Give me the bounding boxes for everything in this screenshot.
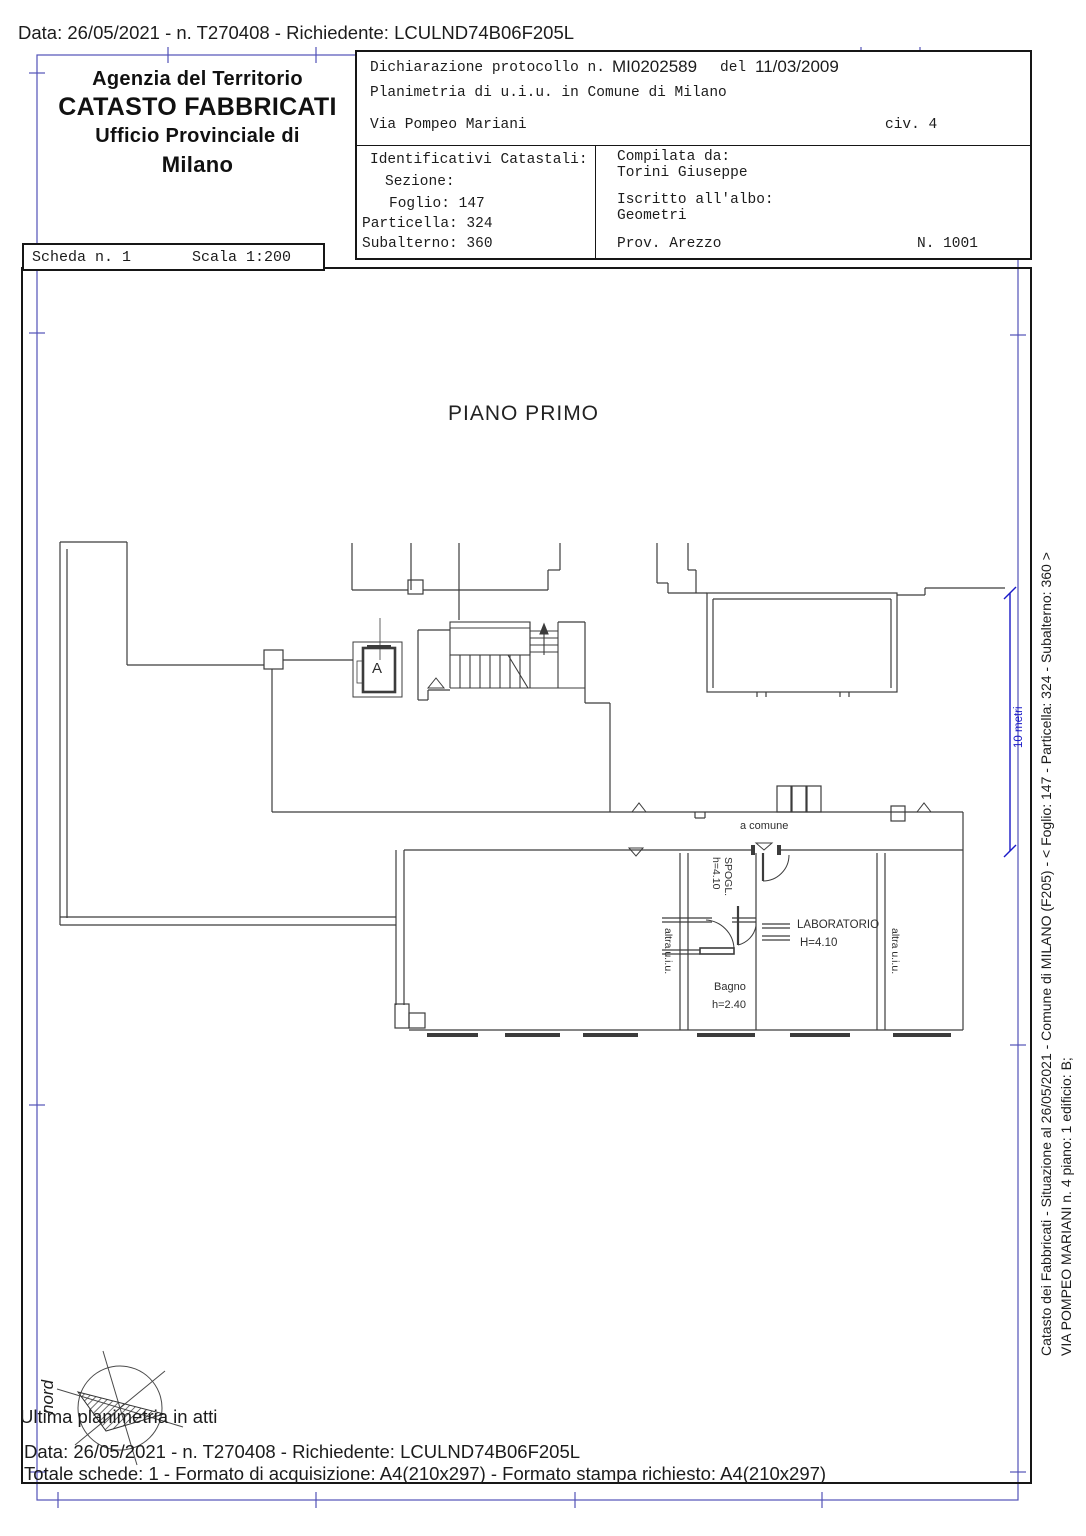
spogl-name: SPOGL. — [722, 857, 734, 897]
floor-title: PIANO PRIMO — [448, 402, 600, 425]
declaration-box — [355, 50, 1032, 260]
agency-line1: Agenzia del Territorio — [92, 68, 303, 90]
walls — [60, 542, 1005, 1030]
nord-label: nord — [38, 1379, 57, 1414]
protocol-number: MI0202589 — [612, 57, 698, 76]
scheda-number: Scheda n. 1 — [32, 249, 132, 266]
protocol-del: del — [720, 60, 747, 76]
scale-bar-label: 10 metri — [1013, 706, 1025, 748]
prov-field: Prov. Arezzo — [617, 236, 722, 252]
particella-field: Particella: 324 — [362, 216, 493, 232]
margin-text-1: Catasto dei Fabbricati - Situazione al 26/05/2021 - Comune di MILANO (F205) - < Foglio: 147 - Particella: 324 - Subalterno: 360 > — [1038, 552, 1054, 1356]
compilata-name: Torini Giuseppe — [617, 165, 748, 181]
stairs — [450, 622, 585, 688]
window-sills — [427, 1033, 951, 1037]
planimetria-line: Planimetria di u.i.u. in Comune di Milano — [370, 85, 727, 101]
identificativi-title: Identificativi Catastali: — [370, 152, 588, 168]
albo-label: Iscritto all'albo: — [617, 192, 774, 208]
altra-uiu-right: altra u.i.u. — [889, 928, 901, 975]
sezione-field: Sezione: — [385, 174, 455, 190]
subalterno-field: Subalterno: 360 — [362, 236, 493, 252]
agency-header — [55, 68, 340, 178]
foglio-field: Foglio: 147 — [389, 196, 485, 212]
box-divider-vertical — [595, 145, 596, 260]
street-line: Via Pompeo Mariani — [370, 117, 527, 133]
protocol-prefix: Dichiarazione protocollo n. — [370, 60, 605, 76]
laboratorio-label: LABORATORIO — [797, 919, 880, 931]
bagno-height: h=2.40 — [712, 999, 746, 1011]
laboratorio-height: H=4.10 — [800, 937, 838, 949]
agency-line2: CATASTO FABBRICATI — [58, 93, 337, 121]
bagno-label: Bagno — [714, 981, 746, 993]
scala-value: Scala 1:200 — [192, 249, 292, 266]
scheda-box — [22, 243, 325, 271]
albo-value: Geometri — [617, 208, 687, 224]
plan-frame — [22, 268, 1031, 1483]
bottom-totale-line: Totale schede: 1 - Formato di acquisizione: A4(210x297) - Formato stampa richiesto: A4(210x297) — [24, 1463, 827, 1484]
agency-line4: Milano — [161, 152, 234, 177]
compilata-title: Compilata da: — [617, 149, 731, 165]
window-markers — [428, 678, 931, 856]
box-divider-horizontal — [357, 145, 1030, 146]
spogl-label — [710, 857, 734, 896]
agency-line3: Ufficio Provinciale di — [95, 125, 300, 147]
spogl-height: h=4.10 — [710, 857, 722, 890]
a-comune-label: a comune — [740, 820, 789, 832]
elevator-label: A — [372, 660, 383, 677]
bottom-data-line: Data: 26/05/2021 - n. T270408 - Richiedente: LCULND74B06F205L — [24, 1441, 581, 1462]
albo-number: N. 1001 — [917, 236, 978, 252]
elevator — [353, 618, 402, 697]
protocol-date: 11/03/2009 — [755, 57, 839, 76]
top-data-line: Data: 26/05/2021 - n. T270408 - Richiedente: LCULND74B06F205L — [18, 22, 575, 43]
ultima-planimetria-note: Ultima planimetria in atti — [20, 1406, 218, 1427]
margin-text-2: VIA POMPEO MARIANI n. 4 piano: 1 edificio: B; — [1058, 1057, 1074, 1356]
altra-uiu-left: altra u.i.u. — [662, 928, 674, 975]
civ-number: civ. 4 — [885, 117, 938, 133]
